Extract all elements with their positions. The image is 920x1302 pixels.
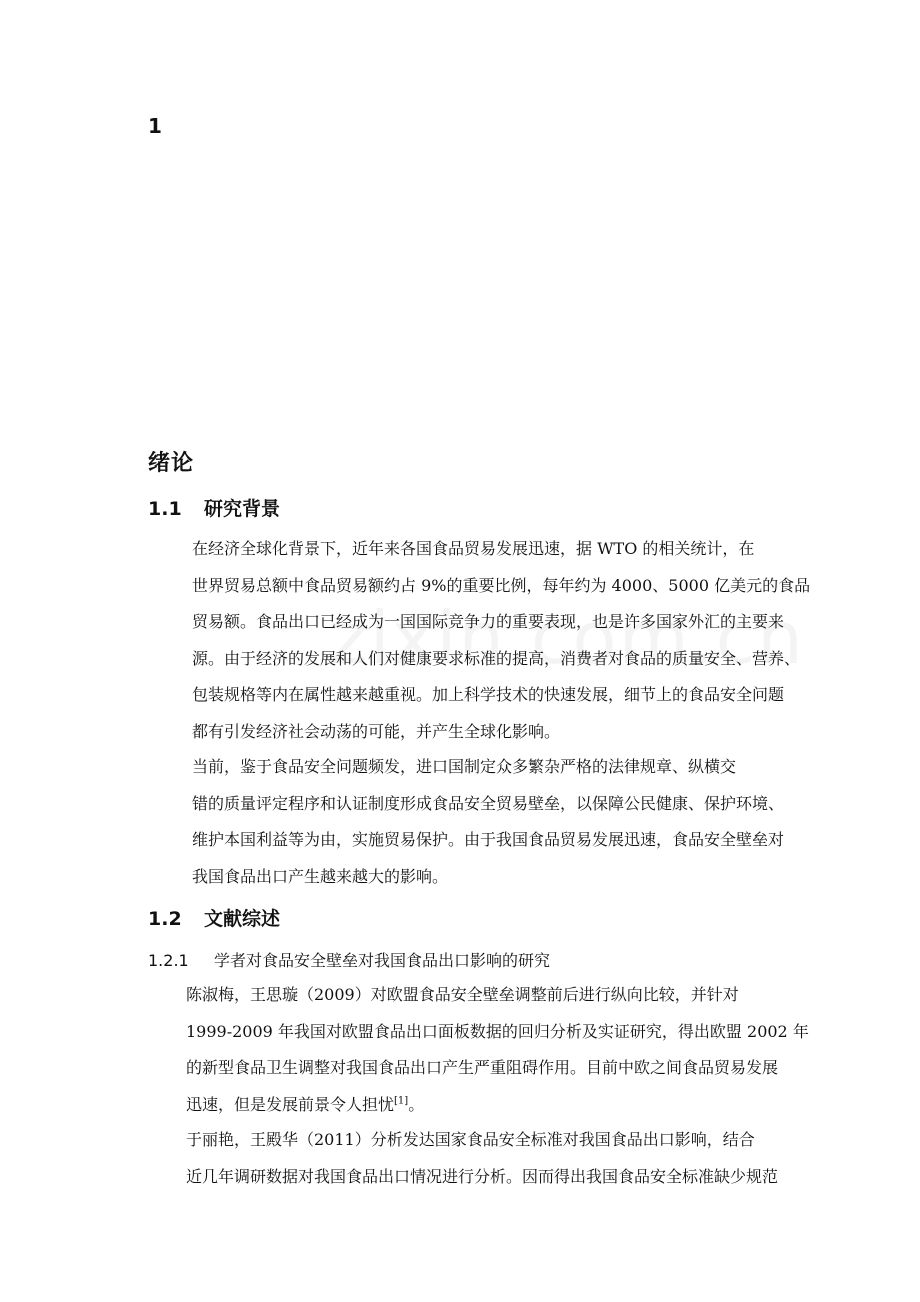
section-heading-1-2	[148, 904, 280, 931]
subsection-heading-1-2-1	[148, 948, 550, 971]
paragraph-ending: 。	[408, 1094, 425, 1114]
paragraph-line: 包装规格等内在属性越来越重视。加上科学技术的快速发展，细节上的食品安全问题	[192, 685, 785, 704]
paragraph-line: 陈淑梅，王思璇（2009）对欧盟食品安全壁垒调整前后进行纵向比较，并针对	[186, 985, 739, 1004]
paragraph-line: 当前，鉴于食品安全问题频发，进口国制定众多繁杂严格的法律规章、纵横交	[192, 757, 737, 776]
section-heading-1-1	[148, 494, 280, 521]
section-number: 1.1	[148, 498, 182, 520]
paragraph-line: 源。由于经济的发展和人们对健康要求标准的提高，消费者对食品的质量安全、营养、	[192, 648, 801, 668]
chapter-title: 绪论	[148, 451, 195, 476]
section-title: 研究背景	[204, 498, 281, 520]
paragraph-literature-2	[148, 1122, 834, 1195]
paragraph-line: 于丽艳，王殿华（2011）分析发达国家食品安全标准对我国食品出口影响，结合	[186, 1130, 755, 1149]
section-title: 文献综述	[204, 908, 281, 930]
paragraph-background-1	[148, 531, 834, 750]
paragraph-line: 1999-2009 年我国对欧盟食品出口面板数据的回归分析及实证研究，得出欧盟 2002 年	[186, 1021, 809, 1041]
paragraph-line: 错的质量评定程序和认证制度形成食品安全贸易壁垒，以保障公民健康、保护环境、	[192, 793, 785, 813]
chapter-number: 1	[148, 114, 162, 138]
subsection-title: 学者对食品安全壁垒对我国食品出口影响的研究	[214, 951, 551, 970]
paragraph-line: 贸易额。食品出口已经成为一国国际竞争力的重要表现，也是许多国家外汇的主要来	[192, 612, 785, 631]
paragraph-line: 的新型食品卫生调整对我国食品出口产生严重阻碍作用。目前中欧之间食品贸易发展	[186, 1058, 779, 1077]
subsection-number: 1.2.1	[148, 951, 189, 970]
paragraph-literature-1	[148, 977, 834, 1123]
paragraph-line: 维护本国利益等为由，实施贸易保护。由于我国食品贸易发展迅速，食品安全壁垒对	[192, 830, 785, 849]
paragraph-line: 都有引发经济社会动荡的可能，并产生全球化影响。	[192, 721, 561, 741]
paragraph-line: 近几年调研数据对我国食品出口情况进行分析。因而得出我国食品安全标准缺少规范	[186, 1166, 779, 1186]
paragraph-line: 在经济全球化背景下，近年来各国食品贸易发展迅速，据 WTO 的相关统计，在	[192, 539, 755, 558]
paragraph-line: 世界贸易总额中食品贸易额约占 9%的重要比例，每年约为 4000、5000 亿美元的食品	[192, 575, 811, 595]
section-number: 1.2	[148, 908, 182, 930]
paragraph-text: 迅速，但是发展前景令人担忧	[186, 1094, 395, 1114]
citation-marker: [1]	[394, 1095, 409, 1107]
paragraph-background-2	[148, 749, 834, 895]
paragraph-line: 我国食品出口产生越来越大的影响。	[192, 866, 449, 886]
paragraph-last-line	[148, 1087, 834, 1124]
